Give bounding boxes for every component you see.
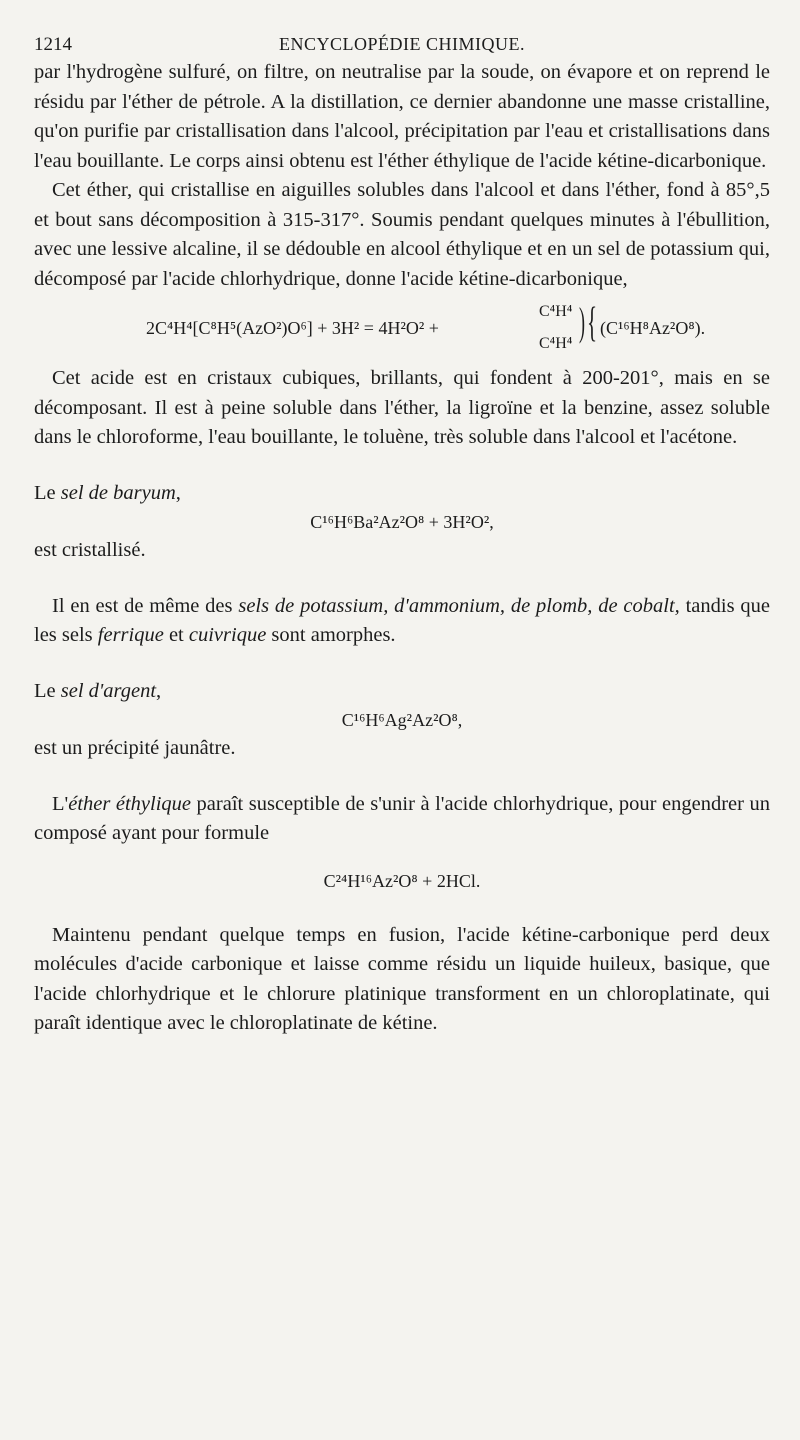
p5-g: sont amorphes.	[266, 624, 396, 646]
page-number: 1214	[34, 34, 72, 55]
ether-ethylique-term: éther éthylique	[68, 792, 192, 815]
p7-a: L'	[52, 792, 69, 815]
p5-cuivrique-term: cuivrique	[188, 624, 267, 646]
left-brace-glyph: {	[587, 300, 598, 346]
page	[34, 30, 770, 1039]
p4-end: ,	[175, 481, 181, 504]
paragraph-6	[34, 677, 770, 707]
equation-tail: (C¹⁶H⁸Az²O⁸).	[600, 318, 706, 338]
p4-lead: Le	[34, 481, 61, 504]
paragraph-2: Cet éther, qui cristallise en aiguilles solubles dans l'alcool et dans l'éther, fond à 85°,5 et bout sans décomposition à 315-317°. Soumis pendant quelques minutes à l'ébullition, avec une lessive alcaline, il se dédouble en alcool éthylique et en un sel de potassium qui, décomposé par l'acide chlorhydrique, donne l'acide kétine-dicarbonique,	[34, 179, 770, 290]
right-brace-glyph: )	[579, 299, 585, 344]
sel-argent-term: sel d'argent	[60, 679, 157, 702]
p5-e: et	[163, 624, 189, 646]
running-header	[34, 30, 770, 58]
formula-argent: C¹⁶H⁶Ag²Az²O⁸,	[341, 710, 463, 730]
equation-main: 2C⁴H⁴[C⁸H⁵(AzO²)O⁶] + 3H² = 4H²O² +	[146, 318, 439, 338]
paragraph-4	[34, 479, 770, 509]
p5-salts-term: sels de potassium, d'ammonium, de plomb, de cobalt,	[238, 594, 680, 617]
running-title: ENCYCLOPÉDIE CHIMIQUE.	[279, 34, 525, 54]
paragraph-6-after: est un précipité jaunâtre.	[34, 737, 236, 759]
p6-end: ,	[156, 679, 162, 702]
p7-c: paraît susceptible de s'unir à l'acide chlorhydrique, pour engendrer un composé ayant pour formule	[34, 792, 770, 844]
formula-chlorhydrate: C²⁴H¹⁶Az²O⁸ + 2HCl.	[323, 870, 481, 891]
equation-stack-top: C⁴H⁴	[539, 303, 573, 320]
paragraph-5	[34, 592, 770, 651]
paragraph-7	[34, 790, 770, 849]
sel-baryum-term: sel de baryum	[60, 481, 176, 504]
p5-a: Il en est de même des	[52, 594, 239, 617]
p5-ferrique-term: ferrique	[97, 624, 164, 646]
paragraph-8: Maintenu pendant quelque temps en fusion, l'acide kétine-carbonique perd deux molécules d'acide carbonique et laisse comme résidu un liquide huileux, basique, que l'acide chlorhydrique et le chlorure platinique transforment en un chloroplatinate, qui paraît identique avec le chloroplatinate de kétine.	[34, 923, 770, 1034]
paragraph-4-after: est cristallisé.	[34, 539, 146, 561]
formula-baryum: C¹⁶H⁶Ba²Az²O⁸ + 3H²O²,	[310, 512, 494, 532]
equation-ketine-dicarbonique	[34, 294, 770, 364]
paragraph-1: par l'hydrogène sulfuré, on filtre, on neutralise par la soude, on évapore et on reprend le résidu par l'éther de pétrole. A la distillation, ce dernier abandonne une masse cristalline, qu'on purifie par cristallisation dans l'alcool, précipitation par l'eau et cristallisations dans l'eau bouillante. Le corps ainsi obtenu est l'éther éthylique de l'acide kétine-dicarbonique.	[34, 61, 770, 172]
p5-c: tandis que les sels	[34, 594, 770, 646]
p6-lead: Le	[34, 679, 61, 702]
equation-stack	[539, 296, 572, 360]
equation-stack-bottom: C⁴H⁴	[539, 335, 573, 352]
paragraph-3: Cet acide est en cristaux cubiques, brillants, qui fondent à 200-201°, mais en se décomposant. Il est à peine soluble dans l'éther, la ligroïne et la benzine, assez soluble dans le chloroforme, l'eau bouillante, le toluène, très soluble dans l'alcool et l'acétone.	[34, 367, 770, 448]
